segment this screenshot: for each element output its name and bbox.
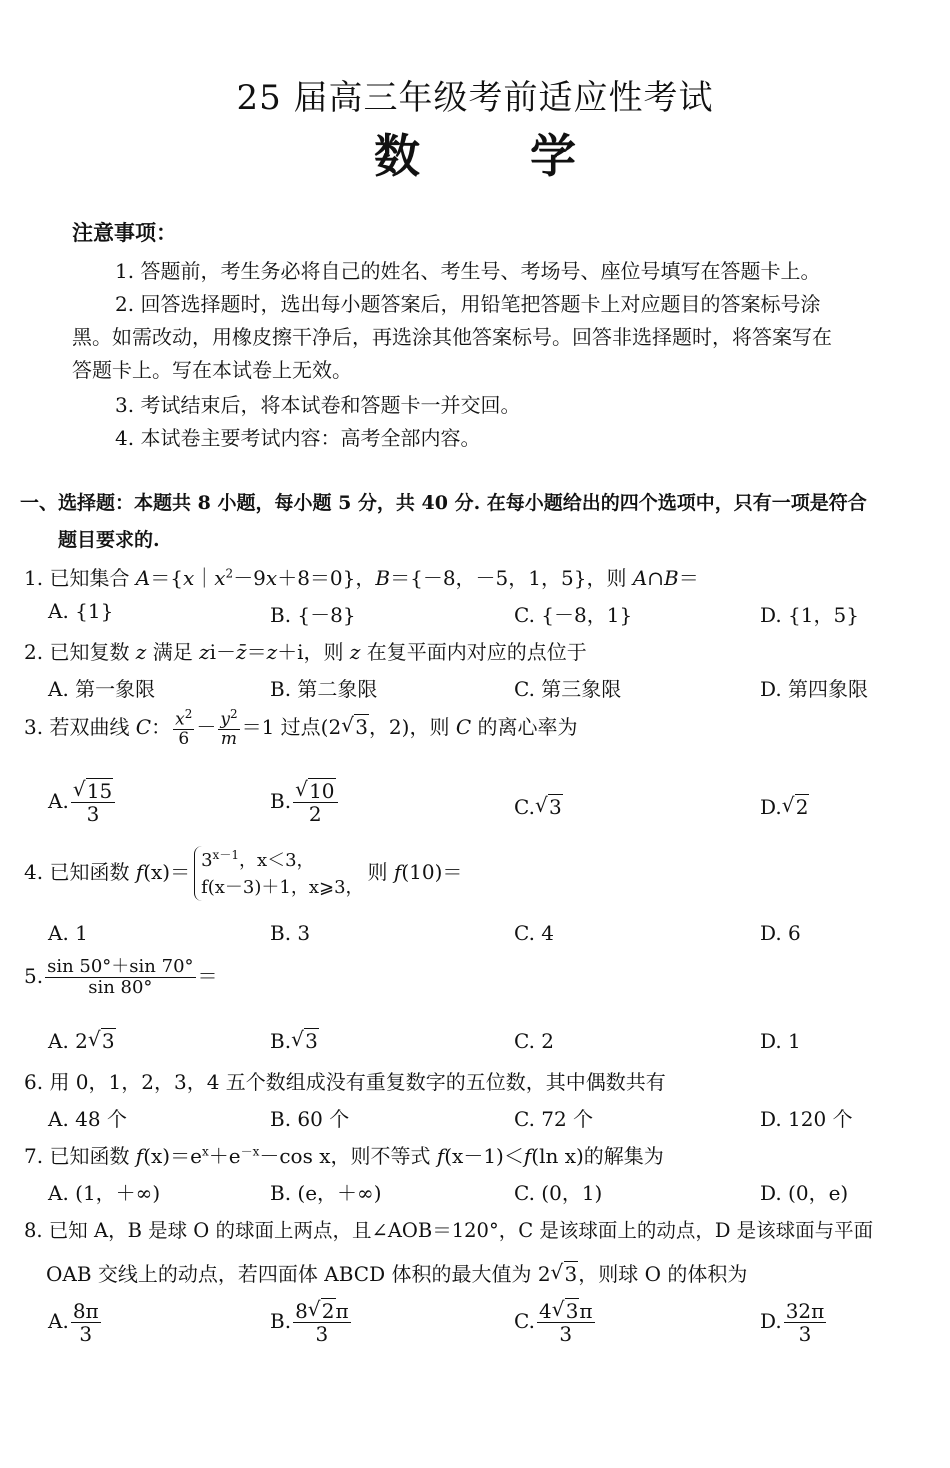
- question-2-stem: 2. 已知复数 z 满足 zi－z̄＝z＋i，则 z 在复平面内对应的点位于: [24, 640, 587, 664]
- question-4-option-b: B. 3: [270, 921, 311, 945]
- question-3-option-b: B. √ $\frac{10}{2}$: [270, 780, 340, 825]
- question-5-option-b: B.√ 3: [270, 1029, 319, 1053]
- question-8-option-c: C. $\frac{4√ 3\pi}{3}$: [514, 1300, 597, 1345]
- question-6-option-a: A. 48 个: [48, 1107, 127, 1131]
- question-8-option-a: A. $\frac{8\pi}{3}$: [48, 1299, 99, 1346]
- question-2-option-c: C. 第三象限: [514, 677, 622, 701]
- subject-char-1: 数: [374, 129, 420, 183]
- question-8-option-b: B. $\frac{8√ 2\pi}{3}$: [270, 1300, 353, 1345]
- question-8-stem-line-1: 8. 已知 A，B 是球 O 的球面上两点，且∠AOB＝120°，C 是该球面上的动点，D 是该球面与平面: [24, 1219, 874, 1242]
- question-4-option-d: D. 6: [760, 921, 801, 945]
- notice-line-6: 4. 本试卷主要考试内容：高考全部内容。: [115, 426, 481, 450]
- question-3-option-d: D.√ 2: [760, 795, 809, 819]
- question-5-option-d: D. 1: [760, 1029, 801, 1053]
- question-2-option-b: B. 第二象限: [270, 677, 378, 701]
- question-5-option-c: C. 2: [514, 1029, 555, 1053]
- question-3-option-c: C.√ 3: [514, 795, 563, 819]
- question-7-option-c: C. (0，1): [514, 1181, 603, 1205]
- question-8-stem-line-2: OAB 交线上的动点，若四面体 ABCD 体积的最大值为 2√ 3，则球 O 的体积为: [46, 1258, 747, 1287]
- question-1-stem: 1. 已知集合 $A=\{x|x^2-9x+8=0\}$，B＝{－8，－5，1，5}，则 A∩B＝: [24, 566, 699, 590]
- question-7-option-a: A. (1，＋∞): [48, 1181, 161, 1205]
- notice-line-1: 1. 答题前，考生务必将自己的姓名、考生号、考场号、座位号填写在答题卡上。: [115, 259, 821, 283]
- question-5-stem: 5. $\frac{\sin 50^\circ+\sin 70^\circ}{\sin 80^\circ}$ ＝: [24, 956, 218, 998]
- question-5-option-a: A. 2√ 3: [48, 1029, 116, 1053]
- question-1-option-b: B. {－8}: [270, 603, 356, 627]
- notice-line-5: 3. 考试结束后，将本试卷和答题卡一并交回。: [115, 393, 521, 417]
- question-1-option-a: A. {1}: [48, 599, 114, 623]
- notice-line-4: 答题卡上。写在本试卷上无效。: [72, 358, 352, 382]
- section-heading-line-2: 题目要求的.: [58, 529, 160, 551]
- question-6-option-c: C. 72 个: [514, 1107, 594, 1131]
- question-4-option-a: A. 1: [48, 921, 88, 945]
- question-8-option-d: D. $\frac{32\pi}{3}$: [760, 1299, 825, 1346]
- question-4-option-c: C. 4: [514, 921, 555, 945]
- question-7-option-d: D. (0，e): [760, 1181, 849, 1205]
- question-2-option-a: A. 第一象限: [48, 677, 156, 701]
- section-heading-line-1: 一、选择题：本题共 8 小题，每小题 5 分，共 40 分. 在每小题给出的四个选项中，只有一项是符合: [20, 492, 867, 514]
- subject-char-2: 学: [530, 129, 576, 183]
- question-3-option-a: A. √ $\frac{15}{3}$: [48, 780, 117, 825]
- question-1-option-c: C. {－8，1}: [514, 603, 633, 627]
- subject-title: [0, 120, 950, 186]
- question-1-option-d: D. {1，5}: [760, 603, 859, 627]
- question-7-option-b: B. (e，＋∞): [270, 1181, 382, 1205]
- notice-heading: 注意事项：: [72, 220, 177, 245]
- question-6-stem: 6. 用 0，1，2，3，4 五个数组成没有重复数字的五位数，其中偶数共有: [24, 1070, 666, 1094]
- question-4-stem: 4. 已知函数 f(x)＝ $3^{x-1}$，x＜3， f(x－3)＋1，x⩾3， 则 f(10)＝: [24, 846, 462, 901]
- question-6-option-d: D. 120 个: [760, 1107, 853, 1131]
- exam-title: 25 届高三年级考前适应性考试: [236, 78, 714, 118]
- question-2-option-d: D. 第四象限: [760, 677, 869, 701]
- notice-line-2: 2. 回答选择题时，选出每小题答案后，用铅笔把答题卡上对应题目的答案标号涂: [115, 292, 821, 316]
- question-7-stem: 7. 已知函数 $f(x)=e^x+e^{-x}-\cos$ x，则不等式 f(x－1)＜f(ln x)的解集为: [24, 1144, 664, 1168]
- question-3-stem: 3. 若双曲线 C： $\frac{x^2}{6}$ － $\frac{y^2}{m} =1$ 过点(2√ 3，2)，则 C 的离心率为: [24, 708, 578, 749]
- notice-line-3: 黑。如需改动，用橡皮擦干净后，再选涂其他答案标号。回答非选择题时，将答案写在: [72, 325, 832, 349]
- question-6-option-b: B. 60 个: [270, 1107, 350, 1131]
